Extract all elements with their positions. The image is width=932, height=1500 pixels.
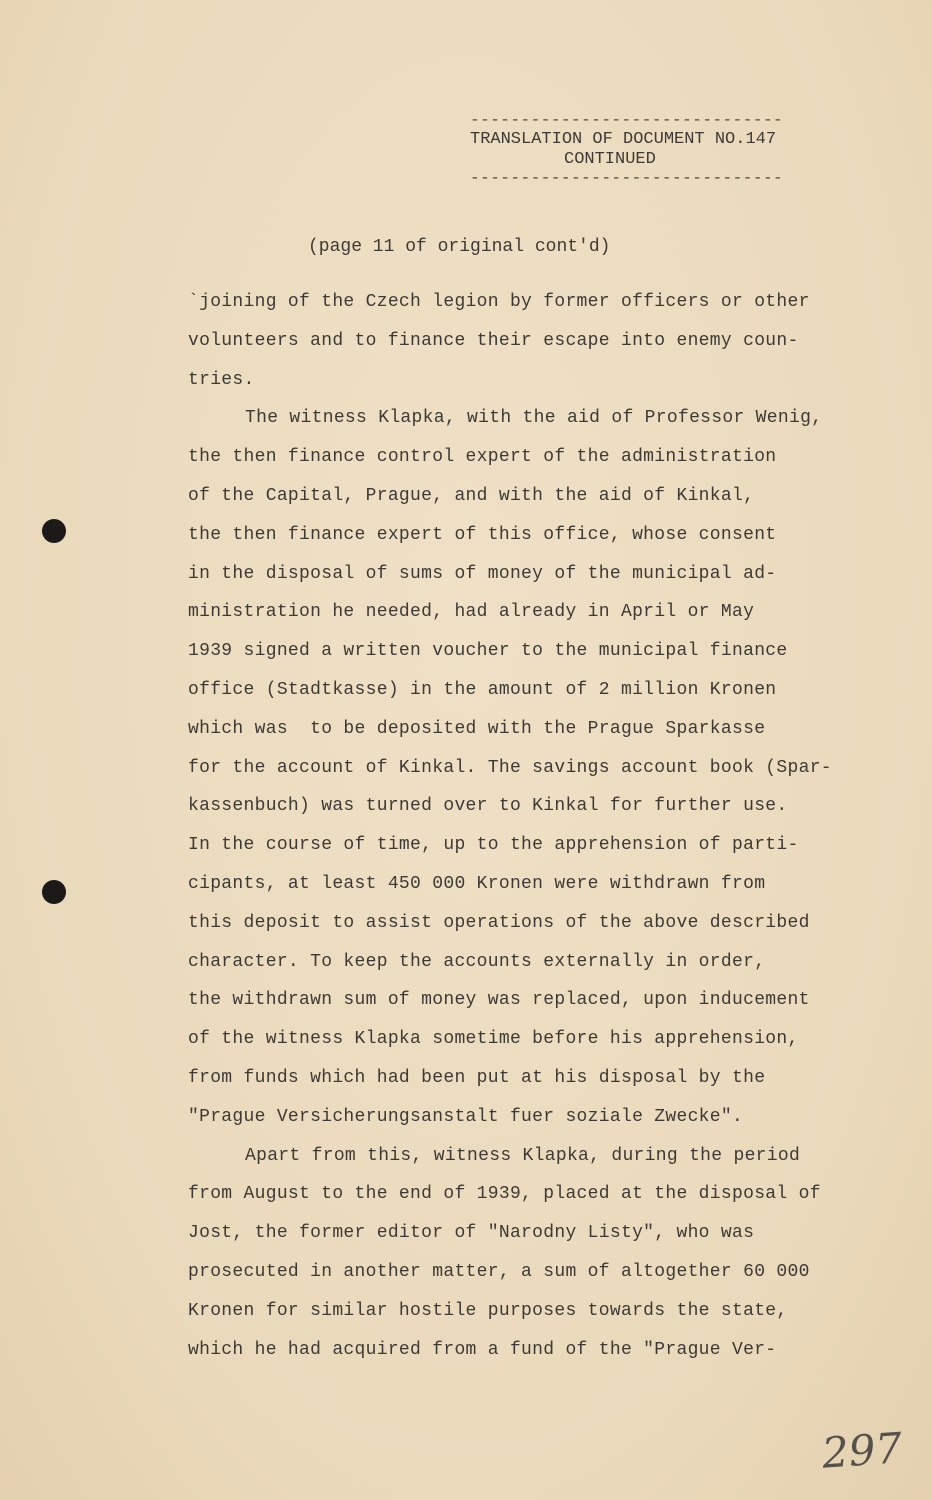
punch-hole-bottom xyxy=(42,880,66,904)
text-line: Jost, the former editor of "Narodny Listy", who was xyxy=(188,1223,755,1244)
text-line: character. To keep the accounts externally in order, xyxy=(188,951,766,972)
punch-hole-top xyxy=(42,519,66,543)
text-line: this deposit to assist operations of the above described xyxy=(188,912,810,933)
handwritten-page-number: 297 xyxy=(820,1423,904,1478)
text-line: the then finance expert of this office, whose consent xyxy=(188,524,777,545)
text-line: Kronen for similar hostile purposes towards the state, xyxy=(188,1300,788,1321)
text-line: of the Capital, Prague, and with the aid of Kinkal, xyxy=(188,485,755,506)
text-line: which he had acquired from a fund of the "Prague Ver- xyxy=(188,1339,777,1360)
header-top-rule: ------------------------------- xyxy=(470,112,784,128)
page-note: (page 11 of original cont'd) xyxy=(308,237,611,257)
text-line: office (Stadtkasse) in the amount of 2 million Kronen xyxy=(188,679,777,700)
text-line: Apart from this, witness Klapka, during the period xyxy=(245,1145,801,1166)
text-line: the withdrawn sum of money was replaced, upon inducement xyxy=(188,990,810,1011)
text-line: "Prague Versicherungsanstalt fuer soziale Zwecke". xyxy=(188,1106,744,1127)
text-line: prosecuted in another matter, a sum of altogether 60 000 xyxy=(188,1261,810,1282)
text-line: kassenbuch) was turned over to Kinkal for further use. xyxy=(188,796,788,817)
text-line: In the course of time, up to the apprehension of parti- xyxy=(188,835,799,856)
document-header xyxy=(470,112,830,186)
text-line: the then finance control expert of the administration xyxy=(188,447,777,468)
text-line: 1939 signed a written voucher to the municipal finance xyxy=(188,641,788,662)
text-line: ministration he needed, had already in April or May xyxy=(188,602,755,623)
text-line: for the account of Kinkal. The savings account book (Spar- xyxy=(188,757,832,778)
text-line: volunteers and to finance their escape into enemy coun- xyxy=(188,330,799,351)
text-line: of the witness Klapka sometime before his apprehension, xyxy=(188,1029,799,1050)
header-subtitle: CONTINUED xyxy=(564,150,656,169)
text-line: which was to be deposited with the Prague Sparkasse xyxy=(188,718,766,739)
header-bottom-rule: ------------------------------- xyxy=(470,170,784,186)
text-line: tries. xyxy=(188,369,255,390)
body-text xyxy=(188,283,878,1369)
text-line: in the disposal of sums of money of the municipal ad- xyxy=(188,563,777,584)
text-line: `joining of the Czech legion by former officers or other xyxy=(188,292,810,312)
text-line: from August to the end of 1939, placed at the disposal of xyxy=(188,1184,821,1205)
text-line: cipants, at least 450 000 Kronen were withdrawn from xyxy=(188,873,766,894)
header-title: TRANSLATION OF DOCUMENT NO.147 xyxy=(470,130,777,149)
text-line: The witness Klapka, with the aid of Professor Wenig, xyxy=(245,408,823,429)
text-line: from funds which had been put at his disposal by the xyxy=(188,1067,766,1088)
